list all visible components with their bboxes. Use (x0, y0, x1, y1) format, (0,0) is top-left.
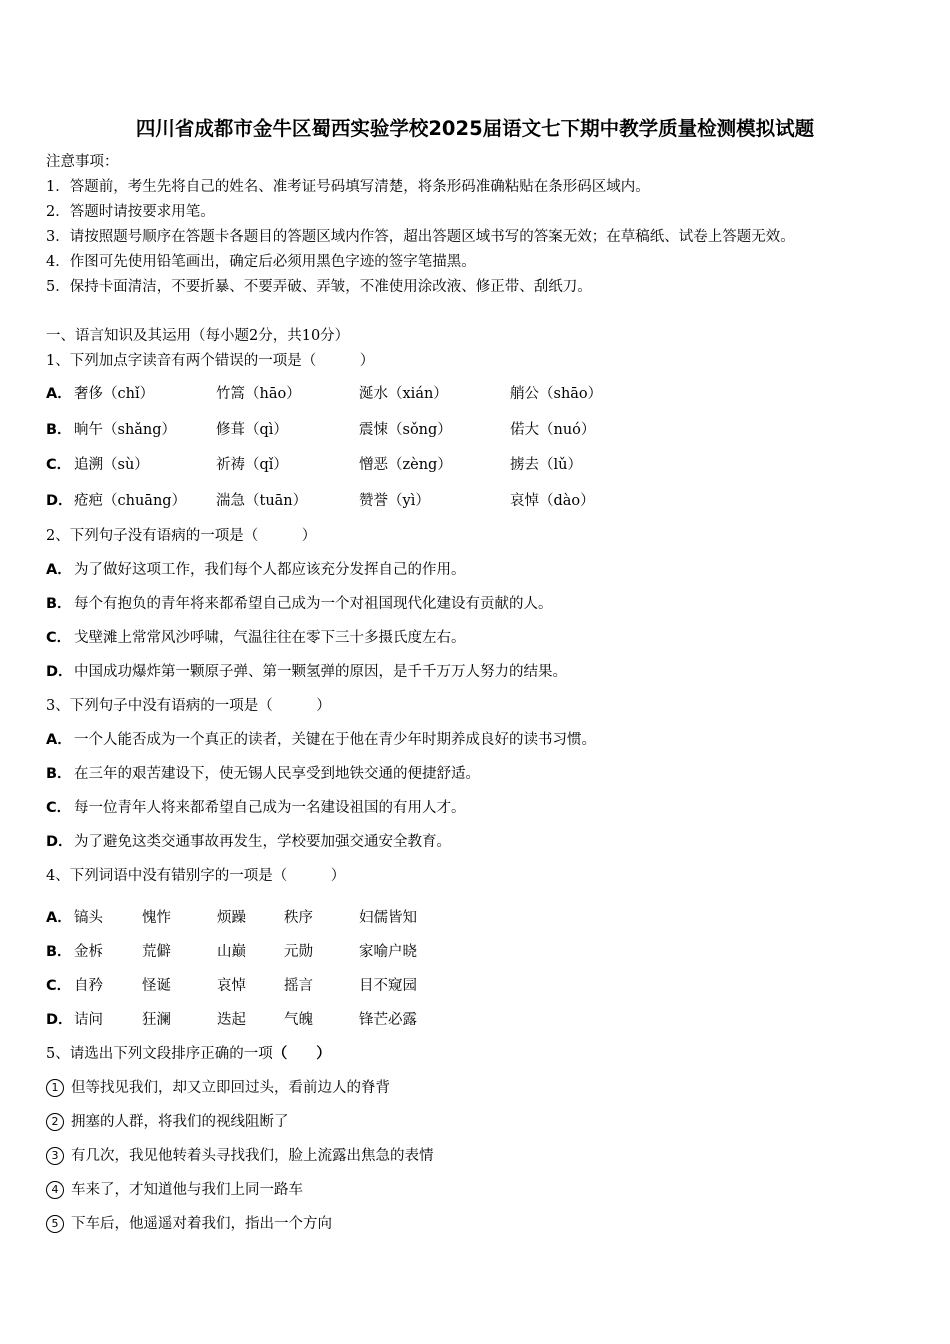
circled-number: 4 (46, 1181, 64, 1199)
sequence-sentence: 有几次，我见他转着头寻找我们，脸上流露出焦急的表情 (71, 1148, 434, 1164)
option-text: 每一位青年人将来都希望自己成为一名建设祖国的有用人才。 (74, 800, 466, 816)
pinyin-item: 憎恶（zèng） (359, 457, 452, 473)
option-label: C． (46, 630, 72, 646)
notice-item: 3．请按照题号顺序在答题卡各题目的答题区域内作答，超出答题区域书写的答案无效；在草稿纸、试卷上答题无效。 (46, 229, 795, 245)
word-item: 家喻户晓 (359, 944, 417, 960)
answer-blank: （ ） (272, 1046, 331, 1062)
sequence-sentence: 下车后，他遥遥对着我们，指出一个方向 (71, 1216, 332, 1232)
option-label: B． (46, 422, 72, 438)
option-text: 在三年的艰苦建设下，使无锡人民享受到地铁交通的便捷舒适。 (74, 766, 480, 782)
option-label: C． (46, 978, 72, 994)
word-item: 怪诞 (142, 978, 171, 994)
word-item: 狂澜 (142, 1012, 171, 1028)
option-label: B． (46, 944, 72, 960)
word-item: 秩序 (284, 910, 313, 926)
word-item: 锋芒必露 (359, 1012, 417, 1028)
option-label: D． (46, 664, 73, 680)
word-item: 哀悼 (217, 978, 246, 994)
pinyin-item: 祈祷（qǐ） (216, 457, 288, 473)
pinyin-item: 震悚（sǒng） (359, 422, 452, 438)
section-heading: 一、语言知识及其运用（每小题2分，共10分） (46, 328, 350, 344)
word-item: 愧怍 (142, 910, 171, 926)
option-text: 戈壁滩上常常风沙呼啸，气温往往在零下三十多摄氏度左右。 (74, 630, 466, 646)
word-item: 山巅 (217, 944, 246, 960)
question-stem: 3、下列句子中没有语病的一项是（ ） (46, 698, 331, 714)
word-item: 元勋 (284, 944, 313, 960)
option-label: B． (46, 766, 72, 782)
notice-item: 5．保持卡面清洁，不要折暴、不要弄破、弄皱，不准使用涂改液、修正带、刮纸刀。 (46, 279, 592, 295)
notice-item: 4．作图可先使用铅笔画出，确定后必须用黑色字迹的签字笔描黑。 (46, 254, 476, 270)
word-item: 摇言 (284, 978, 313, 994)
option-label: A． (46, 562, 72, 578)
pinyin-item: 掳去（lǔ） (510, 457, 582, 473)
question-stem (46, 1045, 331, 1063)
circled-number: 5 (46, 1215, 64, 1233)
pinyin-item: 追溯（sù） (74, 457, 149, 473)
sequence-sentence: 拥塞的人群，将我们的视线阻断了 (71, 1114, 289, 1130)
question-stem: 4、下列词语中没有错别字的一项是（ ） (46, 868, 346, 884)
option-label: D． (46, 834, 73, 850)
option-label: A． (46, 386, 72, 402)
word-item: 自矜 (74, 978, 103, 994)
option-label: B． (46, 596, 72, 612)
pinyin-item: 修葺（qì） (216, 422, 288, 438)
question-stem: 2、下列句子没有语病的一项是（ ） (46, 528, 317, 544)
circled-number: 2 (46, 1113, 64, 1131)
question-stem: 1、下列加点字读音有两个错误的一项是（ ） (46, 353, 375, 369)
word-item: 金柝 (74, 944, 103, 960)
word-item: 迭起 (217, 1012, 246, 1028)
word-item: 气魄 (284, 1012, 313, 1028)
question-stem-text: 5、请选出下列文段排序正确的一项 (46, 1046, 273, 1062)
pinyin-item: 奢侈（chǐ） (74, 386, 155, 402)
option-text: 每个有抱负的青年将来都希望自己成为一个对祖国现代化建设有贡献的人。 (74, 596, 553, 612)
pinyin-item: 涎水（xián） (359, 386, 448, 402)
word-item: 目不窥园 (359, 978, 417, 994)
option-label: C． (46, 457, 72, 473)
word-item: 妇儒皆知 (359, 910, 417, 926)
sequence-sentence: 但等找见我们，却又立即回过头，看前边人的脊背 (71, 1080, 390, 1096)
option-text: 为了做好这项工作，我们每个人都应该充分发挥自己的作用。 (74, 562, 466, 578)
option-label: C． (46, 800, 72, 816)
pinyin-item: 艄公（shāo） (510, 386, 603, 402)
option-text: 中国成功爆炸第一颗原子弹、第一颗氢弹的原因，是千千万万人努力的结果。 (74, 664, 567, 680)
notice-item: 1．答题前，考生先将自己的姓名、准考证号码填写清楚，将条形码准确粘贴在条形码区域内。 (46, 179, 650, 195)
notice-heading: 注意事项： (46, 154, 119, 170)
option-text: 为了避免这类交通事故再发生，学校要加强交通安全教育。 (74, 834, 451, 850)
pinyin-item: 赞誉（yì） (359, 493, 430, 509)
circled-number: 1 (46, 1079, 64, 1097)
word-item: 烦躁 (217, 910, 246, 926)
option-label: A． (46, 910, 72, 926)
pinyin-item: 疮疤（chuāng） (74, 493, 187, 509)
option-label: A． (46, 732, 72, 748)
notice-item: 2．答题时请按要求用笔。 (46, 204, 215, 220)
pinyin-item: 哀悼（dào） (510, 493, 595, 509)
sequence-sentence: 车来了，才知道他与我们上同一路车 (71, 1182, 303, 1198)
option-label: D． (46, 493, 73, 509)
pinyin-item: 晌午（shǎng） (74, 422, 177, 438)
pinyin-item: 偌大（nuó） (510, 422, 596, 438)
page-title: 四川省成都市金牛区蜀西实验学校2025届语文七下期中教学质量检测模拟试题 (135, 117, 815, 140)
pinyin-item: 湍急（tuān） (216, 493, 308, 509)
word-item: 镐头 (74, 910, 103, 926)
word-item: 诘问 (74, 1012, 103, 1028)
option-text: 一个人能否成为一个真正的读者，关键在于他在青少年时期养成良好的读书习惯。 (74, 732, 596, 748)
option-label: D． (46, 1012, 73, 1028)
word-item: 荒僻 (142, 944, 171, 960)
pinyin-item: 竹篙（hāo） (216, 386, 301, 402)
circled-number: 3 (46, 1147, 64, 1165)
